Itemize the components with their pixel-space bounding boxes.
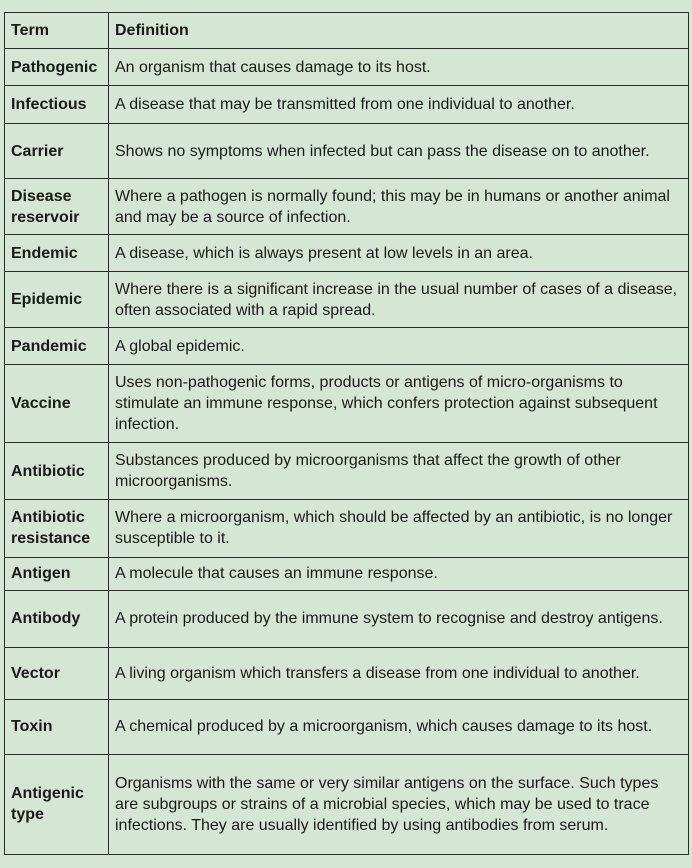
term-cell: Carrier: [5, 123, 109, 179]
definition-cell: An organism that causes damage to its host.: [109, 49, 689, 86]
glossary-table-container: [4, 12, 688, 855]
term-cell: Antigen: [5, 557, 109, 590]
table-row: [5, 443, 689, 500]
table-row: [5, 365, 689, 443]
term-cell: Epidemic: [5, 272, 109, 328]
table-row: [5, 557, 689, 590]
table-row: [5, 499, 689, 557]
term-cell: Pathogenic: [5, 49, 109, 86]
definition-cell: A disease, which is always present at low levels in an area.: [109, 235, 689, 272]
table-row: [5, 123, 689, 179]
definition-cell: A global epidemic.: [109, 328, 689, 365]
term-cell: Antibiotic resistance: [5, 499, 109, 557]
definition-cell: Shows no symptoms when infected but can pass the disease on to another.: [109, 123, 689, 179]
glossary-table: [4, 12, 689, 855]
definition-cell: Uses non-pathogenic forms, products or antigens of micro-organisms to stimulate an immune response, which confers protection against subsequent infection.: [109, 365, 689, 443]
table-row: [5, 700, 689, 755]
table-row: [5, 754, 689, 854]
definition-cell: Where a microorganism, which should be affected by an antibiotic, is no longer susceptible to it.: [109, 499, 689, 557]
table-row: [5, 590, 689, 647]
table-row: [5, 235, 689, 272]
definition-cell: A protein produced by the immune system to recognise and destroy antigens.: [109, 590, 689, 647]
table-row: [5, 647, 689, 700]
term-cell: Vector: [5, 647, 109, 700]
definition-cell: A disease that may be transmitted from one individual to another.: [109, 86, 689, 123]
term-cell: Vaccine: [5, 365, 109, 443]
table-row: [5, 49, 689, 86]
definition-cell: Where a pathogen is normally found; this may be in humans or another animal and may be a source of infection.: [109, 179, 689, 235]
term-cell: Infectious: [5, 86, 109, 123]
table-row: [5, 328, 689, 365]
definition-cell: Organisms with the same or very similar antigens on the surface. Such types are subgroups or strains of a microbial species, which may be used to trace infections. They are usually identified by using antibodies from serum.: [109, 754, 689, 854]
term-cell: Pandemic: [5, 328, 109, 365]
table-row: [5, 272, 689, 328]
term-cell: Antibiotic: [5, 443, 109, 500]
table-row: [5, 86, 689, 123]
term-cell: Toxin: [5, 700, 109, 755]
definition-cell: A molecule that causes an immune response.: [109, 557, 689, 590]
table-row: [5, 179, 689, 235]
term-cell: Endemic: [5, 235, 109, 272]
definition-cell: Where there is a significant increase in the usual number of cases of a disease, often associated with a rapid spread.: [109, 272, 689, 328]
definition-cell: A living organism which transfers a disease from one individual to another.: [109, 647, 689, 700]
header-term: Term: [5, 13, 109, 49]
term-cell: Antibody: [5, 590, 109, 647]
term-cell: Disease reservoir: [5, 179, 109, 235]
header-definition: Definition: [109, 13, 689, 49]
table-header-row: [5, 13, 689, 49]
definition-cell: Substances produced by microorganisms that affect the growth of other microorganisms.: [109, 443, 689, 500]
term-cell: Antigenic type: [5, 754, 109, 854]
definition-cell: A chemical produced by a microorganism, which causes damage to its host.: [109, 700, 689, 755]
